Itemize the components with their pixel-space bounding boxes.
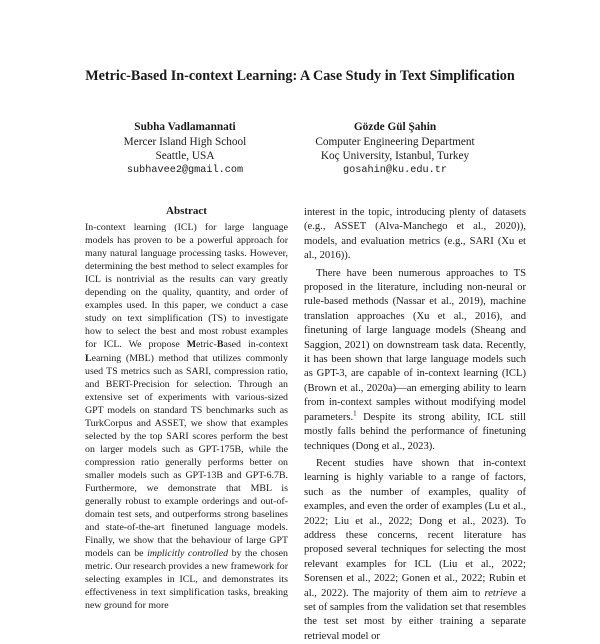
intro-text-part: Despite its strong ability, ICL still mostly falls behind the performance of finetuning techniques (Dong et al., 2023). [304, 411, 526, 452]
abstract-text [85, 221, 288, 612]
intro-emphasis: retrieve [484, 587, 518, 599]
author-affiliation: Computer Engineering Department [315, 135, 475, 148]
author-location: Koç University, Istanbul, Turkey [320, 150, 470, 162]
abstract-column [85, 205, 288, 612]
author-name: Subha Vadlamannati [134, 121, 236, 133]
introduction-column [304, 206, 526, 644]
author-location: Seattle, USA [155, 150, 215, 162]
acronym-letter: L [85, 352, 92, 364]
author-affiliation: Mercer Island High School [123, 135, 247, 148]
author-email[interactable]: gosahin@ku.edu.tr [343, 164, 447, 176]
abstract-text-part: ased in-context [223, 339, 288, 351]
intro-paragraph-1: interest in the topic, introducing plenty of datasets (e.g., ASSET (Alva-Manchego et al., 2020)), models, and evaluation metrics (e.g., SARI (Xu et al., 2016)). [304, 207, 526, 262]
paper-title: Metric-Based In-context Learning: A Case Study in Text Simplification [85, 68, 515, 84]
intro-paragraph-2 [304, 267, 526, 454]
intro-text-part: Recent studies have shown that in-context learning is highly variable to a range of factors, such as the number of examples, quality of examples, and even the order of examples (Lu et al., 2022; Liu et al., 2022; Dong et al., 2023). To address these concerns, recent literature has proposed several techniques for selecting the most relevant examples for ICL (Liu et al., 2022; Sorensen et al., 2022; Gonen et al., 2022; Rubin et al., 2022). The majority of them aim to [304, 457, 526, 599]
intro-paragraph-3 [304, 457, 526, 644]
abstract-text-part: etric- [196, 339, 217, 351]
acronym-letter: M [186, 339, 197, 351]
acronym-letter: B [216, 339, 224, 351]
abstract-text-part: earning (MBL) method that utilizes commonly used TS metrics such as SARI, compression ratio, and BERT-Precision for selection. Through an extensive set of experiments with various-sized GPT models on standard TS benchmarks such as TurkCorpus and ASSET, we show that examples selected by the top SARI scores perform the best on larger models such as GPT-175B, while the compression ratio generally performs better on smaller models such as GPT-13B and GPT-6.7B. Furthermore, we demonstrate that MBL is generally robust to example orderings and out-of-domain test sets, and outperforms strong baselines and state-of-the-art finetuned language models. Finally, we show that the behaviour of large GPT models can be [85, 352, 288, 560]
author-name: Gözde Gül Şahin [353, 121, 437, 133]
abstract-text-part: In-context learning (ICL) for large language models has proven to be a powerful approach for many natural language processing tasks. However, determining the best method to select examples for ICL is nontrivial as the results can vary greatly depending on the quality, quantity, and order of examples used. In this paper, we conduct a case study on text simplification (TS) to investigate how to select the best and most robust examples for ICL. We propose [85, 222, 288, 351]
intro-text-part: a set of samples from the validation set that resembles the test set most by either training a separate retrieval model or [304, 587, 526, 642]
intro-text-part: There have been numerous approaches to TS proposed in the literature, including non-neural or rule-based methods (Nassar et al., 2019), machine translation approaches (Xu et al., 2016), and finetuning of large language models (Sheang and Saggion, 2021) on downstream task data. Recently, it has been shown that large language models such as GPT-3, are capable of in-context learning (ICL) (Brown et al., 2020a)—an emerging ability to learn from in-context samples without modifying model parameters. [304, 267, 526, 423]
author-block-1 [95, 120, 275, 178]
author-block-2 [305, 120, 485, 178]
abstract-emphasis: implicitly controlled [147, 548, 229, 560]
footnote-marker[interactable]: 1 [353, 409, 357, 418]
author-email[interactable]: subhavee2@gmail.com [126, 164, 244, 176]
abstract-text-part: by the chosen metric. Our research provides a new framework for selecting examples in ICL, and demonstrates its effectiveness in text simplification tasks, breaking new ground for more [85, 548, 288, 612]
abstract-heading: Abstract [166, 205, 207, 217]
